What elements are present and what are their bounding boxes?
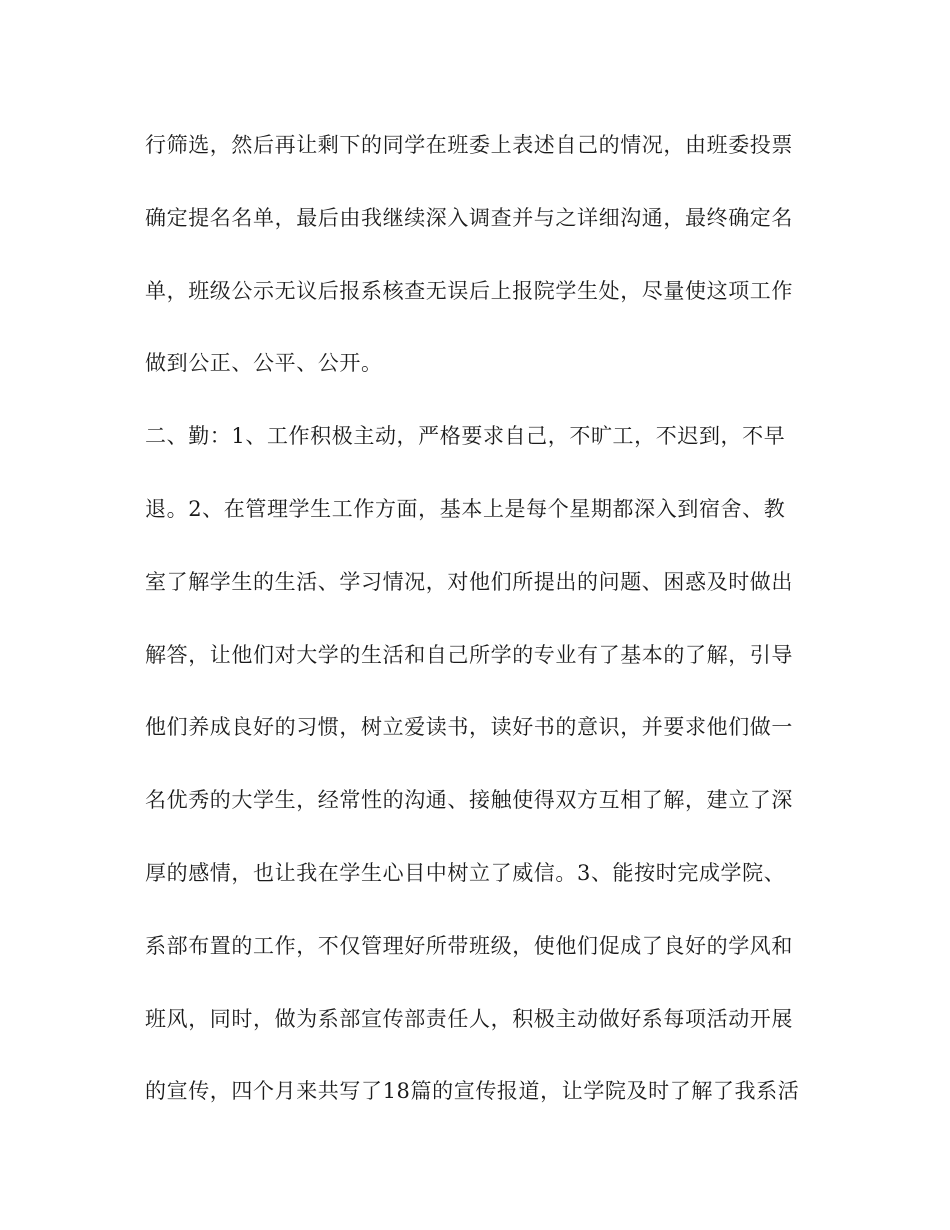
text-line-10: 名优秀的大学生，经常性的沟通、接触使得双方互相了解，建立了深 [145,788,793,813]
text-line-4: 做到公正、公平、公开。 [145,351,383,376]
body-text [145,122,815,1141]
text-line-2: 确定提名名单，最后由我继续深入调查并与之详细沟通，最终确定名 [145,205,793,230]
text-line-12: 系部布置的工作，不仅管理好所带班级，使他们促成了良好的学风和 [145,933,793,958]
text-line-8: 解答，让他们对大学的生活和自己所学的专业有了基本的了解，引导 [145,642,793,667]
text-line-7: 室了解学生的生活、学习情况，对他们所提出的问题、困惑及时做出 [145,569,793,594]
text-line-6: 退。2、在管理学生工作方面，基本上是每个星期都深入到宿舍、教 [145,496,786,521]
text-line-11: 厚的感情，也让我在学生心目中树立了威信。3、能按时完成学院、 [145,860,786,885]
text-line-9: 他们养成良好的习惯，树立爱读书，读好书的意识，并要求他们做一 [145,715,793,740]
text-line-14: 的宣传，四个月来共写了18篇的宣传报道，让学院及时了解了我系活 [145,1079,800,1104]
text-line-5: 二、勤：1、工作积极主动，严格要求自己，不旷工，不迟到，不早 [145,424,786,449]
text-line-3: 单，班级公示无议后报系核查无误后上报院学生处，尽量使这项工作 [145,278,793,303]
text-line-13: 班风，同时，做为系部宣传部责任人，积极主动做好系每项活动开展 [145,1006,793,1031]
text-line-1: 行筛选，然后再让剩下的同学在班委上表述自己的情况，由班委投票 [145,133,793,157]
